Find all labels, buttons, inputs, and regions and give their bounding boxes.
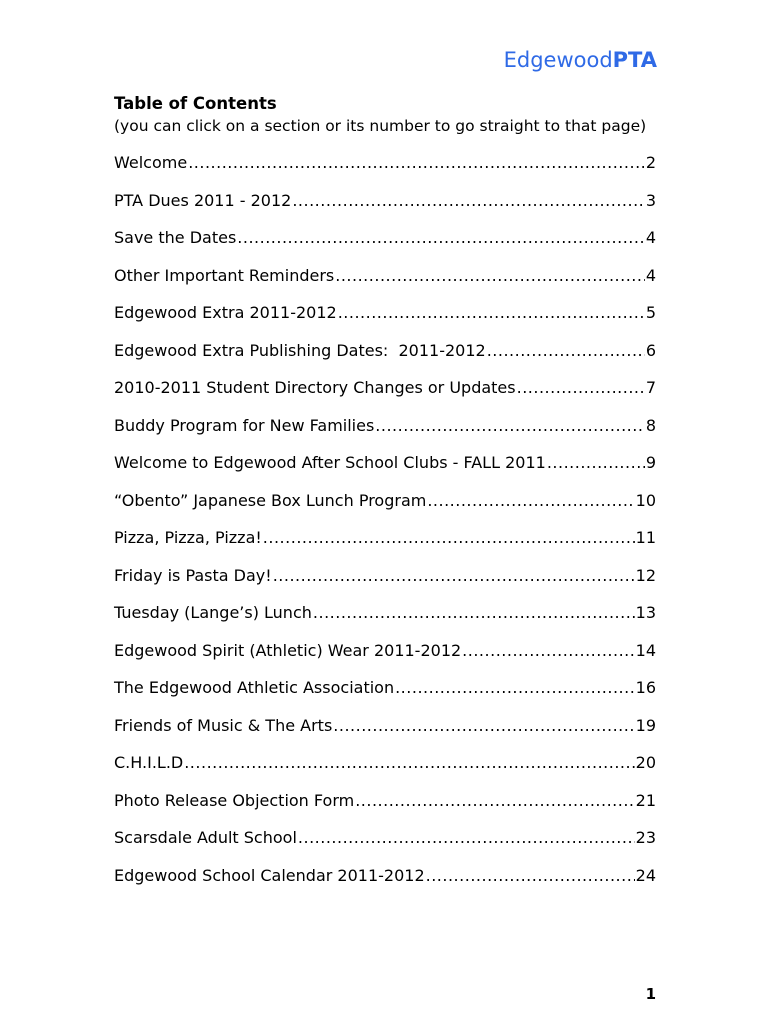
- toc-heading: Table of Contents: [114, 94, 277, 113]
- toc-entry-title[interactable]: 2010-2011 Student Directory Changes or Updates: [114, 378, 516, 397]
- toc-dot-leader: [335, 263, 645, 289]
- toc-dot-leader: [188, 150, 645, 176]
- toc-entry-title[interactable]: PTA Dues 2011 - 2012: [114, 190, 292, 210]
- toc-entry-page[interactable]: 24: [635, 865, 656, 885]
- toc-entry-page[interactable]: 4: [645, 228, 656, 247]
- toc-entry-title[interactable]: Edgewood Extra 2011-2012: [114, 303, 337, 322]
- toc-dot-leader: [395, 675, 635, 701]
- toc-entry-title[interactable]: Other Important Reminders: [114, 265, 335, 285]
- toc-dot-leader: [263, 525, 635, 551]
- toc-dot-leader: [292, 188, 644, 214]
- toc-dot-leader: [375, 413, 645, 439]
- toc-entry-title[interactable]: Photo Release Objection Form: [114, 790, 355, 810]
- toc-entry-page[interactable]: 4: [645, 265, 656, 285]
- toc-entry-title[interactable]: Friday is Pasta Day!: [114, 565, 272, 585]
- toc-entry-page[interactable]: 14: [635, 640, 656, 660]
- toc-entry-page[interactable]: 23: [635, 828, 656, 847]
- toc-entry-title[interactable]: The Edgewood Athletic Association: [114, 678, 395, 697]
- toc-entry-title[interactable]: Scarsdale Adult School: [114, 828, 297, 847]
- toc-entry-publishing-dates[interactable]: [114, 338, 656, 376]
- toc-dot-leader: [517, 375, 645, 401]
- toc-dot-leader: [426, 863, 635, 889]
- toc-entry-page[interactable]: 8: [645, 415, 656, 435]
- toc-entry-school-calendar[interactable]: [114, 863, 656, 901]
- toc-dot-leader: [273, 563, 635, 589]
- toc-entry-photo-release[interactable]: [114, 788, 656, 826]
- toc-entry-title[interactable]: Tuesday (Lange’s) Lunch: [114, 603, 312, 622]
- toc-entry-title[interactable]: C.H.I.L.D: [114, 753, 184, 772]
- toc-entry-page[interactable]: 11: [635, 528, 656, 547]
- toc-entry-title[interactable]: Buddy Program for New Families: [114, 415, 375, 435]
- toc-entry-reminders[interactable]: [114, 263, 656, 301]
- toc-entry-buddy-program[interactable]: [114, 413, 656, 451]
- toc-entry-adult-school[interactable]: [114, 825, 656, 863]
- toc-entry-title[interactable]: Save the Dates: [114, 228, 237, 247]
- toc-entry-page[interactable]: 3: [645, 190, 656, 210]
- toc-dot-leader: [427, 488, 634, 514]
- toc-dot-leader: [313, 600, 635, 626]
- toc-entry-student-directory[interactable]: [114, 375, 656, 413]
- toc-entry-pta-dues[interactable]: [114, 188, 656, 226]
- toc-entry-page[interactable]: 21: [635, 790, 656, 810]
- toc-dot-leader: [298, 825, 635, 851]
- toc-entry-music-arts[interactable]: [114, 713, 656, 751]
- brand-logo: [504, 48, 657, 72]
- toc-dot-leader: [333, 713, 634, 739]
- toc-entry-child[interactable]: [114, 750, 656, 788]
- toc-entry-page[interactable]: 7: [645, 378, 656, 397]
- toc-entry-page[interactable]: 5: [645, 303, 656, 322]
- toc-entry-title[interactable]: Edgewood School Calendar 2011-2012: [114, 865, 425, 885]
- toc-entry-page[interactable]: 6: [645, 340, 656, 360]
- toc-entry-obento[interactable]: [114, 488, 656, 526]
- toc-list: [114, 150, 656, 900]
- toc-note: (you can click on a section or its number to go straight to that page): [114, 117, 647, 135]
- toc-entry-edgewood-extra[interactable]: [114, 300, 656, 338]
- toc-dot-leader: [184, 750, 634, 776]
- toc-entry-title[interactable]: “Obento” Japanese Box Lunch Program: [114, 490, 427, 510]
- toc-entry-page[interactable]: 13: [635, 603, 656, 622]
- toc-entry-title[interactable]: Friends of Music & The Arts: [114, 715, 333, 735]
- brand-name: Edgewood: [503, 48, 613, 72]
- toc-entry-page[interactable]: 20: [635, 753, 656, 772]
- toc-dot-leader: [462, 638, 634, 664]
- brand-pta: PTA: [612, 48, 657, 72]
- toc-entry-spirit-wear[interactable]: [114, 638, 656, 676]
- toc-entry-title[interactable]: Pizza, Pizza, Pizza!: [114, 528, 262, 547]
- toc-entry-title[interactable]: Edgewood Extra Publishing Dates: 2011-2012: [114, 340, 486, 360]
- toc-entry-pasta-day[interactable]: [114, 563, 656, 601]
- toc-entry-welcome[interactable]: [114, 150, 656, 188]
- toc-dot-leader: [355, 788, 634, 814]
- toc-entry-athletic-association[interactable]: [114, 675, 656, 713]
- toc-entry-after-school-clubs[interactable]: [114, 450, 656, 488]
- toc-entry-title[interactable]: Welcome to Edgewood After School Clubs - FALL 2011: [114, 453, 546, 472]
- toc-dot-leader: [547, 450, 645, 476]
- page-number: 1: [645, 985, 656, 1003]
- toc-entry-page[interactable]: 12: [635, 565, 656, 585]
- toc-entry-tuesday-lunch[interactable]: [114, 600, 656, 638]
- toc-entry-title[interactable]: Edgewood Spirit (Athletic) Wear 2011-2012: [114, 640, 462, 660]
- toc-dot-leader: [338, 300, 645, 326]
- toc-entry-page[interactable]: 19: [635, 715, 656, 735]
- toc-entry-page[interactable]: 9: [645, 453, 656, 472]
- toc-dot-leader: [487, 338, 645, 364]
- toc-entry-page[interactable]: 16: [635, 678, 656, 697]
- toc-entry-save-the-dates[interactable]: [114, 225, 656, 263]
- toc-entry-page[interactable]: 2: [645, 153, 656, 172]
- toc-entry-page[interactable]: 10: [635, 490, 656, 510]
- toc-entry-pizza[interactable]: [114, 525, 656, 563]
- toc-dot-leader: [237, 225, 645, 251]
- toc-entry-title[interactable]: Welcome: [114, 153, 188, 172]
